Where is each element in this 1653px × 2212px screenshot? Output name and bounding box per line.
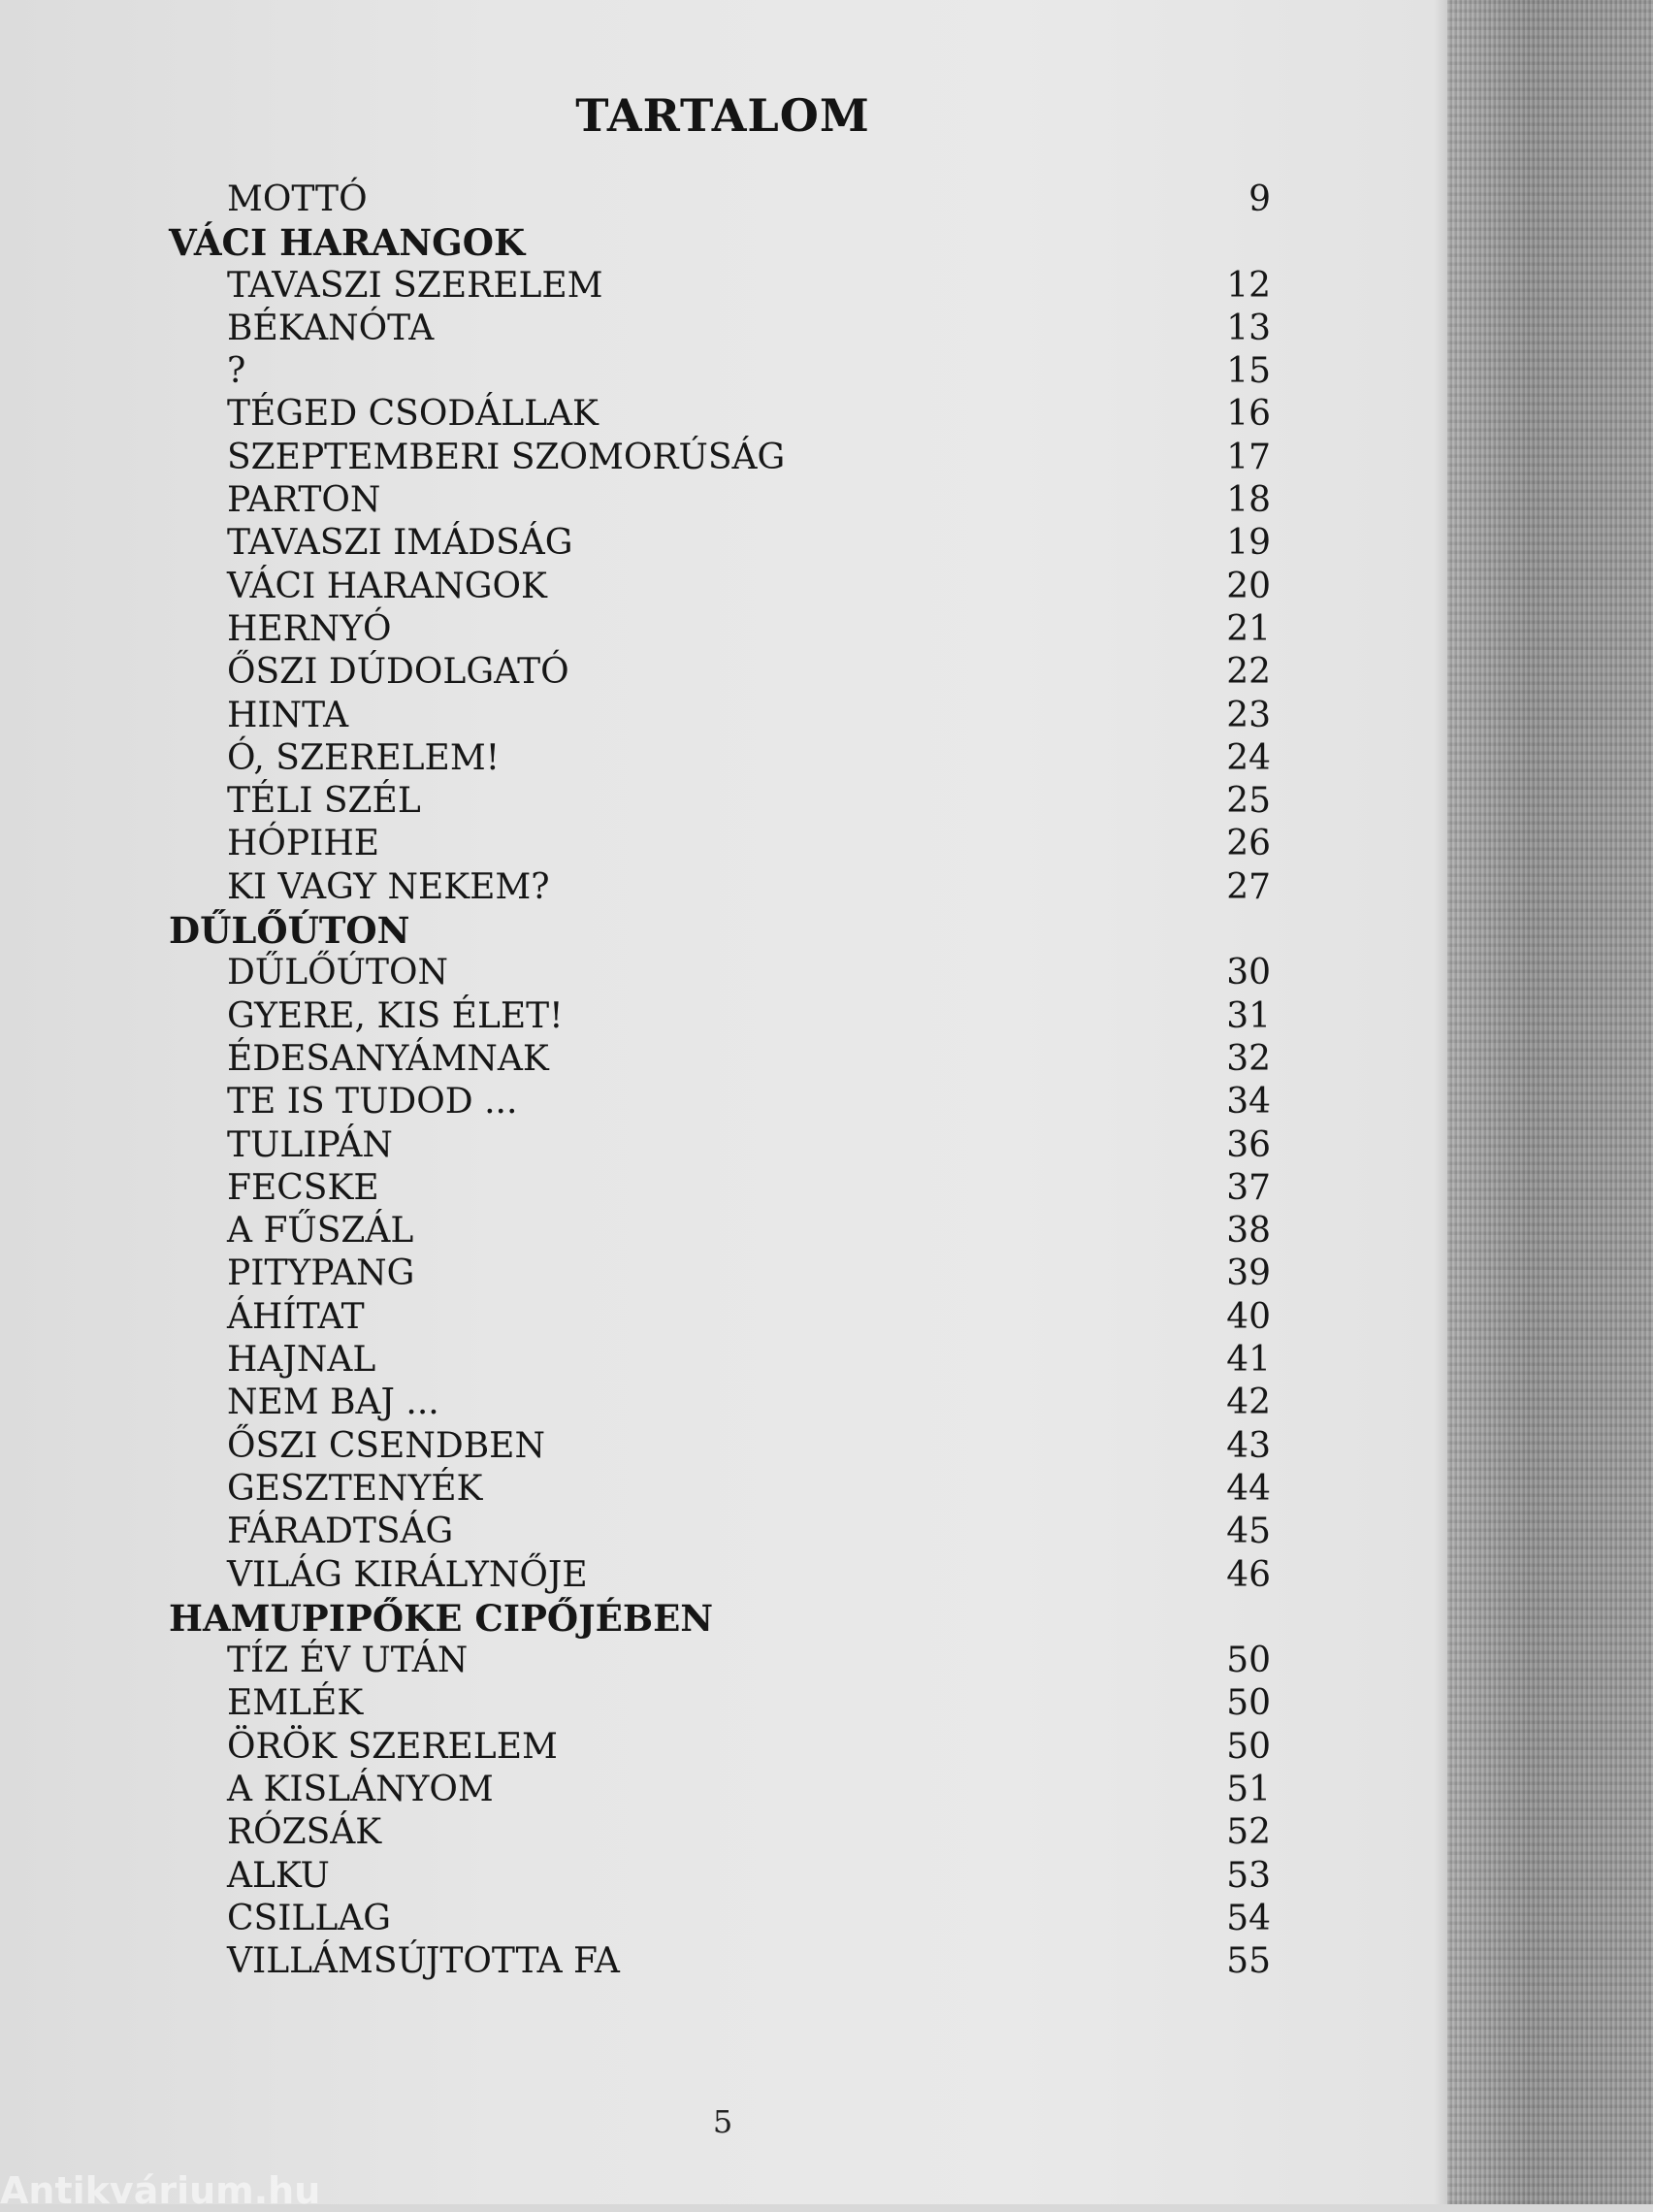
entry-title: RÓZSÁK bbox=[227, 1812, 382, 1853]
entry-page-number: 23 bbox=[1226, 695, 1271, 735]
page-edge-background bbox=[1447, 0, 1653, 2204]
entry-page-number: 17 bbox=[1226, 437, 1271, 477]
entry-title: BÉKANÓTA bbox=[227, 308, 435, 348]
entry-title: TULIPÁN bbox=[227, 1124, 393, 1165]
entry-title: TÍZ ÉV UTÁN bbox=[227, 1641, 469, 1681]
entry-title: MOTTÓ bbox=[227, 179, 368, 219]
entry-page-number: 45 bbox=[1226, 1512, 1271, 1552]
toc-entry bbox=[0, 780, 1447, 823]
entry-page-number: 51 bbox=[1226, 1769, 1271, 1809]
entry-title: ÉDESANYÁMNAK bbox=[227, 1038, 549, 1079]
toc-section-heading bbox=[0, 1597, 1447, 1640]
toc-entry bbox=[0, 1682, 1447, 1725]
toc-entry bbox=[0, 437, 1447, 479]
toc-entry bbox=[0, 695, 1447, 737]
toc-entry bbox=[0, 823, 1447, 865]
entry-title: EMLÉK bbox=[227, 1683, 364, 1724]
entry-page-number: 15 bbox=[1226, 351, 1271, 392]
entry-title: SZEPTEMBERI SZOMORÚSÁG bbox=[227, 437, 786, 477]
entry-title: TÉGED CSODÁLLAK bbox=[227, 394, 599, 435]
entry-title: HERNYÓ bbox=[227, 608, 392, 649]
toc-entry bbox=[0, 566, 1447, 608]
toc-entry bbox=[0, 1811, 1447, 1854]
entry-title: DŰLŐÚTON bbox=[227, 953, 448, 993]
entry-title: TAVASZI SZERELEM bbox=[227, 265, 603, 306]
entry-page-number: 37 bbox=[1226, 1167, 1271, 1208]
toc-entry bbox=[0, 1382, 1447, 1424]
toc-entry bbox=[0, 866, 1447, 909]
entry-page-number: 20 bbox=[1226, 566, 1271, 606]
watermark: Antikvárium.hu bbox=[0, 2169, 321, 2212]
entry-title: PITYPANG bbox=[227, 1253, 415, 1294]
entry-title: Ó, SZERELEM! bbox=[227, 737, 501, 778]
table-of-contents bbox=[0, 179, 1447, 1983]
toc-entry bbox=[0, 1726, 1447, 1769]
entry-page-number: 36 bbox=[1226, 1124, 1271, 1165]
toc-entry bbox=[0, 1339, 1447, 1382]
toc-section-heading bbox=[0, 221, 1447, 264]
entry-title: ŐSZI CSENDBEN bbox=[227, 1425, 545, 1466]
toc-entry bbox=[0, 1296, 1447, 1339]
entry-page-number: 50 bbox=[1226, 1726, 1271, 1767]
toc-entry bbox=[0, 1167, 1447, 1210]
entry-page-number: 41 bbox=[1226, 1340, 1271, 1381]
entry-page-number: 30 bbox=[1226, 953, 1271, 993]
toc-entry bbox=[0, 265, 1447, 308]
toc-entry bbox=[0, 1038, 1447, 1081]
toc-entry bbox=[0, 952, 1447, 994]
toc-entry bbox=[0, 995, 1447, 1038]
toc-entry bbox=[0, 179, 1447, 221]
entry-title: TÉLI SZÉL bbox=[227, 781, 421, 822]
entry-page-number: 50 bbox=[1226, 1641, 1271, 1681]
toc-entry bbox=[0, 737, 1447, 780]
toc-entry bbox=[0, 1769, 1447, 1811]
entry-page-number: 13 bbox=[1226, 308, 1271, 348]
entry-page-number: 27 bbox=[1226, 866, 1271, 907]
entry-page-number: 25 bbox=[1226, 781, 1271, 822]
toc-entry bbox=[0, 1468, 1447, 1511]
entry-page-number: 40 bbox=[1226, 1296, 1271, 1337]
entry-page-number: 9 bbox=[1248, 179, 1271, 219]
entry-title: PARTON bbox=[227, 480, 381, 521]
entry-title: ? bbox=[227, 351, 246, 392]
entry-page-number: 42 bbox=[1226, 1382, 1271, 1423]
entry-page-number: 52 bbox=[1226, 1812, 1271, 1853]
toc-entry bbox=[0, 522, 1447, 565]
toc-title: TARTALOM bbox=[575, 89, 870, 142]
entry-page-number: 12 bbox=[1226, 265, 1271, 306]
entry-page-number: 44 bbox=[1226, 1468, 1271, 1509]
entry-page-number: 19 bbox=[1226, 523, 1271, 564]
entry-title: ÁHÍTAT bbox=[227, 1296, 365, 1337]
section-title: VÁCI HARANGOK bbox=[169, 221, 526, 265]
entry-page-number: 16 bbox=[1226, 394, 1271, 435]
entry-title: FECSKE bbox=[227, 1167, 379, 1208]
entry-page-number: 31 bbox=[1226, 995, 1271, 1036]
page-number: 5 bbox=[712, 2103, 733, 2140]
entry-title: ALKU bbox=[227, 1855, 330, 1896]
entry-title: CSILLAG bbox=[227, 1898, 391, 1938]
entry-title: A FŰSZÁL bbox=[227, 1211, 414, 1252]
toc-entry bbox=[0, 1640, 1447, 1682]
toc-entry bbox=[0, 1210, 1447, 1252]
entry-page-number: 39 bbox=[1226, 1253, 1271, 1294]
toc-entry bbox=[0, 1554, 1447, 1597]
toc-entry bbox=[0, 308, 1447, 350]
toc-entry bbox=[0, 1511, 1447, 1553]
entry-title: KI VAGY NEKEM? bbox=[227, 866, 550, 907]
entry-title: VILÁG KIRÁLYNŐJE bbox=[227, 1554, 588, 1595]
entry-title: TAVASZI IMÁDSÁG bbox=[227, 523, 573, 564]
toc-entry bbox=[0, 1898, 1447, 1940]
entry-page-number: 32 bbox=[1226, 1038, 1271, 1079]
section-title: HAMUPIPŐKE CIPŐJÉBEN bbox=[169, 1596, 714, 1640]
entry-page-number: 26 bbox=[1226, 824, 1271, 864]
toc-entry bbox=[0, 1425, 1447, 1468]
toc-entry bbox=[0, 608, 1447, 651]
entry-page-number: 50 bbox=[1226, 1683, 1271, 1724]
toc-entry bbox=[0, 350, 1447, 393]
entry-page-number: 18 bbox=[1226, 480, 1271, 521]
entry-title: A KISLÁNYOM bbox=[227, 1769, 494, 1809]
entry-title: NEM BAJ ... bbox=[227, 1382, 439, 1423]
entry-title: ŐSZI DÚDOLGATÓ bbox=[227, 652, 569, 693]
entry-page-number: 34 bbox=[1226, 1082, 1271, 1122]
entry-title: HINTA bbox=[227, 695, 349, 735]
toc-entry bbox=[0, 479, 1447, 522]
entry-page-number: 21 bbox=[1226, 608, 1271, 649]
entry-page-number: 53 bbox=[1226, 1855, 1271, 1896]
entry-title: GYERE, KIS ÉLET! bbox=[227, 995, 564, 1036]
entry-title: HAJNAL bbox=[227, 1340, 376, 1381]
toc-section-heading bbox=[0, 909, 1447, 952]
entry-page-number: 22 bbox=[1226, 652, 1271, 693]
entry-title: GESZTENYÉK bbox=[227, 1468, 483, 1509]
toc-entry bbox=[0, 1855, 1447, 1898]
toc-entry bbox=[0, 1081, 1447, 1123]
entry-page-number: 43 bbox=[1226, 1425, 1271, 1466]
toc-entry bbox=[0, 651, 1447, 694]
entry-title: TE IS TUDOD ... bbox=[227, 1082, 518, 1122]
entry-page-number: 46 bbox=[1226, 1554, 1271, 1595]
entry-page-number: 54 bbox=[1226, 1898, 1271, 1938]
entry-title: HÓPIHE bbox=[227, 824, 380, 864]
entry-title: VILLÁMSÚJTOTTA FA bbox=[227, 1941, 620, 1982]
section-title: DŰLŐÚTON bbox=[169, 909, 410, 953]
toc-entry bbox=[0, 393, 1447, 436]
entry-page-number: 38 bbox=[1226, 1211, 1271, 1252]
entry-title: FÁRADTSÁG bbox=[227, 1512, 454, 1552]
toc-entry bbox=[0, 1124, 1447, 1167]
entry-title: VÁCI HARANGOK bbox=[227, 566, 547, 606]
entry-page-number: 24 bbox=[1226, 737, 1271, 778]
toc-entry bbox=[0, 1252, 1447, 1295]
entry-page-number: 55 bbox=[1226, 1941, 1271, 1982]
toc-entry bbox=[0, 1940, 1447, 1983]
entry-title: ÖRÖK SZERELEM bbox=[227, 1726, 558, 1767]
